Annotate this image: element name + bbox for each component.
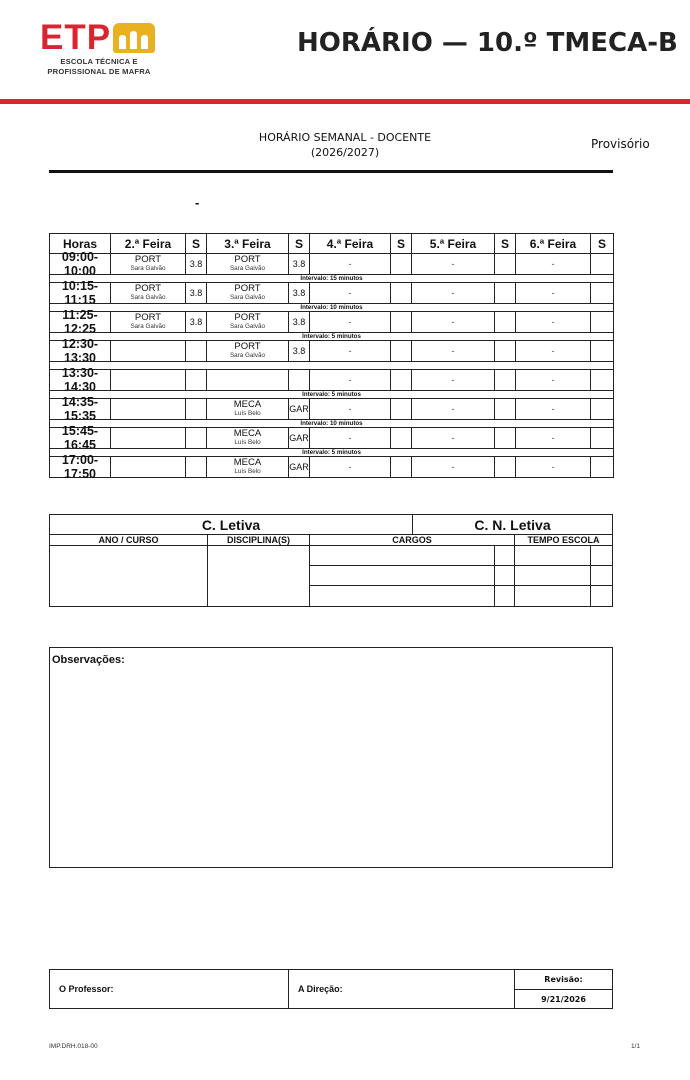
empty-cell (309, 456, 391, 478)
empty-cell (515, 311, 591, 333)
grid-header-label: 3.ª Feira (224, 236, 271, 251)
teacher-name: Sara Galvão (130, 265, 166, 272)
time-slot-label: 11:25-12:25 (62, 308, 98, 336)
class-cell (110, 282, 186, 304)
schedule-grid (49, 233, 613, 481)
break-label: Intervalo: 5 minutos (302, 391, 361, 398)
revision-date: 9/21/2026 (514, 989, 613, 1009)
empty-cell (309, 253, 391, 275)
cargo-cell (309, 565, 495, 586)
room-cell (390, 311, 412, 333)
page-number: 1/1 (631, 1043, 641, 1050)
time-slot (49, 279, 111, 307)
empty-slot-dash: - (348, 462, 352, 472)
empty-slot-dash: - (348, 259, 352, 269)
subject-code: PORT (234, 312, 261, 323)
time-slot-label: 14:35-15:35 (61, 395, 99, 423)
room-cell (288, 456, 310, 478)
room-cell (185, 311, 207, 333)
subject-code: MECA (233, 399, 262, 410)
disciplinas-header: DISCIPLINA(S) (207, 534, 310, 546)
grid-header-label: 5.ª Feira (429, 236, 477, 251)
teacher-name: Luís Belo (234, 410, 261, 417)
empty-cell (411, 369, 495, 391)
class-cell (110, 253, 186, 275)
teacher-name: Sara Galvão (229, 323, 265, 330)
subject-code: PORT (234, 341, 261, 352)
break-label: Intervalo: 10 minutos (300, 420, 363, 427)
professor-signature: O Professor: (49, 969, 289, 1009)
schedule-heading-year: (2026/2027) (310, 146, 380, 159)
empty-slot-dash: - (451, 317, 455, 327)
grid-header-4 (288, 233, 310, 254)
empty-slot-dash: - (551, 317, 555, 327)
grid-header-3 (206, 233, 289, 254)
teacher-name: Sara Galvão (229, 265, 265, 272)
break-label: Intervalo: 10 minutos (300, 304, 363, 311)
empty-cell (411, 427, 495, 449)
empty-slot-dash: - (551, 375, 555, 385)
room-cell (494, 398, 516, 420)
grid-header-8 (494, 233, 516, 254)
empty-cell (309, 369, 391, 391)
teacher-name: Luís Belo (234, 468, 261, 475)
teacher-name: Sara Galvão (130, 323, 166, 330)
room-code: 3.8 (292, 317, 306, 327)
room-cell (288, 311, 310, 333)
logo-text: ETP (40, 18, 112, 57)
room-cell (288, 282, 310, 304)
empty-cell (515, 427, 591, 449)
teacher-name: Sara Galvão (229, 352, 265, 359)
class-cell (206, 456, 289, 478)
grid-header-6 (390, 233, 412, 254)
class-cell (206, 282, 289, 304)
room-cell (590, 369, 614, 391)
room-cell (590, 340, 614, 362)
break-label: Intervalo: 5 minutos (302, 333, 361, 340)
empty-slot-dash: - (551, 288, 555, 298)
subject-code: PORT (234, 283, 261, 294)
room-cell (390, 456, 412, 478)
room-code: 3.8 (189, 259, 203, 269)
grid-header-7 (411, 233, 495, 254)
status-label: Provisório (591, 137, 650, 151)
observations-box (49, 647, 613, 868)
grid-header-label: S (500, 236, 509, 251)
tempo-cell (514, 545, 591, 566)
subject-code: MECA (233, 428, 262, 439)
time-slot-label: 09:00-10:00 (61, 250, 99, 278)
empty-slot-dash: - (551, 433, 555, 443)
cargo-s-cell (494, 545, 515, 566)
ano-curso-header: ANO / CURSO (49, 534, 208, 546)
room-code: 3.8 (189, 317, 203, 327)
heading-divider (49, 170, 613, 173)
grid-header-10 (590, 233, 614, 254)
room-code: 3.8 (189, 288, 203, 298)
empty-cell (110, 456, 186, 478)
room-cell (494, 456, 516, 478)
room-cell (494, 282, 516, 304)
class-cell (206, 340, 289, 362)
empty-slot-dash: - (451, 288, 455, 298)
subject-code: MECA (233, 457, 262, 468)
room-cell (390, 427, 412, 449)
empty-cell (515, 456, 591, 478)
empty-slot-dash: - (551, 346, 555, 356)
schedule-heading-line1: HORÁRIO SEMANAL - DOCENTE (258, 131, 432, 144)
empty-slot-dash: - (451, 433, 455, 443)
room-cell (185, 282, 207, 304)
empty-cell (411, 456, 495, 478)
time-slot (49, 453, 111, 481)
empty-slot-dash: - (451, 404, 455, 414)
empty-slot-dash: - (551, 404, 555, 414)
time-slot-label: 13:30-14:30 (61, 366, 99, 394)
form-code: IMP.DRH.018-00 (49, 1043, 98, 1050)
grid-header-label: S (396, 236, 405, 251)
time-slot (49, 337, 111, 365)
time-slot-label: 12:30-13:30 (61, 337, 99, 365)
room-cell (185, 340, 207, 362)
c-n-letiva-header: C. N. Letiva (412, 514, 613, 535)
tempo-cell (514, 585, 591, 607)
class-cell (206, 311, 289, 333)
empty-cell (206, 369, 289, 391)
logo-tower-icon (113, 23, 155, 53)
empty-slot-dash: - (348, 433, 352, 443)
empty-cell (515, 282, 591, 304)
room-cell (288, 427, 310, 449)
empty-slot-dash: - (451, 375, 455, 385)
class-cell (206, 398, 289, 420)
empty-slot-dash: - (451, 259, 455, 269)
tempo-s-cell (590, 565, 613, 586)
grid-header-label: S (597, 236, 606, 251)
room-cell (185, 427, 207, 449)
empty-cell (110, 427, 186, 449)
grid-header-9 (515, 233, 591, 254)
room-cell (590, 398, 614, 420)
room-cell (390, 340, 412, 362)
room-cell (494, 369, 516, 391)
room-cell (185, 398, 207, 420)
break-label: Intervalo: 15 minutos (300, 275, 363, 282)
class-cell (206, 427, 289, 449)
room-code: GAR (289, 462, 309, 472)
room-code: GAR (289, 404, 309, 414)
empty-slot-dash: - (451, 462, 455, 472)
empty-cell (515, 398, 591, 420)
empty-cell (309, 398, 391, 420)
grid-header-label: S (294, 236, 303, 251)
room-cell (590, 253, 614, 275)
grid-header-label: Horas (62, 236, 97, 251)
room-cell (494, 311, 516, 333)
room-cell (288, 398, 310, 420)
room-cell (288, 369, 310, 391)
logo-subtitle-2: PROFISSIONAL DE MAFRA (47, 67, 151, 76)
room-cell (590, 311, 614, 333)
empty-slot-dash: - (348, 404, 352, 414)
class-cell (206, 253, 289, 275)
room-cell (590, 282, 614, 304)
logo-subtitle-1: ESCOLA TÉCNICA E (60, 57, 138, 66)
time-slot-label: 10:15-11:15 (61, 279, 99, 307)
empty-cell (411, 340, 495, 362)
empty-cell (309, 282, 391, 304)
empty-cell (309, 340, 391, 362)
time-slot-label: 15:45-16:45 (61, 424, 99, 452)
teacher-name: Sara Galvão (130, 294, 166, 301)
ano-curso-cell (49, 545, 208, 607)
room-cell (288, 340, 310, 362)
empty-slot-dash: - (551, 259, 555, 269)
teacher-name: Luís Belo (234, 439, 261, 446)
empty-slot-dash: - (348, 375, 352, 385)
empty-cell (411, 282, 495, 304)
cargo-cell (309, 585, 495, 607)
direcao-signature: A Direção: (288, 969, 515, 1009)
tempo-cell (514, 565, 591, 586)
room-cell (390, 369, 412, 391)
empty-cell (110, 398, 186, 420)
observations-label: Observações: (52, 654, 125, 666)
room-cell (590, 456, 614, 478)
time-slot (49, 308, 111, 336)
tempo-s-cell (590, 545, 613, 566)
empty-cell (411, 253, 495, 275)
time-slot (49, 424, 111, 452)
empty-cell (309, 427, 391, 449)
empty-slot-dash: - (348, 288, 352, 298)
cargo-s-cell (494, 585, 515, 607)
room-code: 3.8 (292, 259, 306, 269)
teacher-name: - (195, 195, 200, 210)
time-slot-label: 17:00-17:50 (61, 453, 99, 481)
revisao-label: Revisão: (514, 969, 613, 990)
cargo-cell (309, 545, 495, 566)
empty-cell (411, 311, 495, 333)
subject-code: PORT (234, 254, 261, 265)
room-code: 3.8 (292, 346, 306, 356)
subject-code: PORT (134, 254, 162, 265)
grid-header-label: S (191, 236, 200, 251)
tempo-escola-header: TEMPO ESCOLA (514, 534, 613, 546)
empty-cell (515, 340, 591, 362)
room-cell (185, 369, 207, 391)
room-cell (590, 427, 614, 449)
room-cell (390, 398, 412, 420)
grid-header-label: 4.ª Feira (326, 236, 374, 251)
class-cell (110, 311, 186, 333)
room-cell (390, 282, 412, 304)
break-label: Intervalo: 5 minutos (302, 449, 361, 456)
empty-cell (411, 398, 495, 420)
room-cell (288, 253, 310, 275)
disciplinas-cell (207, 545, 310, 607)
time-slot (49, 395, 111, 423)
subject-code: PORT (134, 312, 162, 323)
grid-header-label: 6.ª Feira (529, 236, 577, 251)
room-code: GAR (289, 433, 309, 443)
empty-slot-dash: - (348, 317, 352, 327)
page-title: HORÁRIO — 10.º TMECA-B (297, 28, 678, 58)
room-cell (494, 340, 516, 362)
empty-cell (110, 340, 186, 362)
empty-cell (515, 253, 591, 275)
header-divider (0, 99, 690, 104)
time-slot (49, 250, 111, 278)
cargo-s-cell (494, 565, 515, 586)
grid-header-1 (110, 233, 186, 254)
room-cell (185, 253, 207, 275)
cargos-header: CARGOS (309, 534, 515, 546)
empty-slot-dash: - (451, 346, 455, 356)
time-slot (49, 366, 111, 394)
grid-header-label: 2.ª Feira (124, 236, 172, 251)
grid-header-5 (309, 233, 391, 254)
teacher-name: Sara Galvão (229, 294, 265, 301)
tempo-s-cell (590, 585, 613, 607)
room-code: 3.8 (292, 288, 306, 298)
empty-cell (515, 369, 591, 391)
room-cell (185, 456, 207, 478)
subject-code: PORT (134, 283, 162, 294)
school-logo (40, 20, 158, 76)
room-cell (494, 253, 516, 275)
room-cell (390, 253, 412, 275)
empty-cell (309, 311, 391, 333)
c-letiva-header: C. Letiva (49, 514, 413, 535)
empty-slot-dash: - (551, 462, 555, 472)
grid-header-2 (185, 233, 207, 254)
empty-cell (110, 369, 186, 391)
schedule-heading (230, 130, 460, 160)
room-cell (494, 427, 516, 449)
empty-slot-dash: - (348, 346, 352, 356)
signature-table (49, 969, 613, 1009)
activities-table (49, 514, 613, 607)
